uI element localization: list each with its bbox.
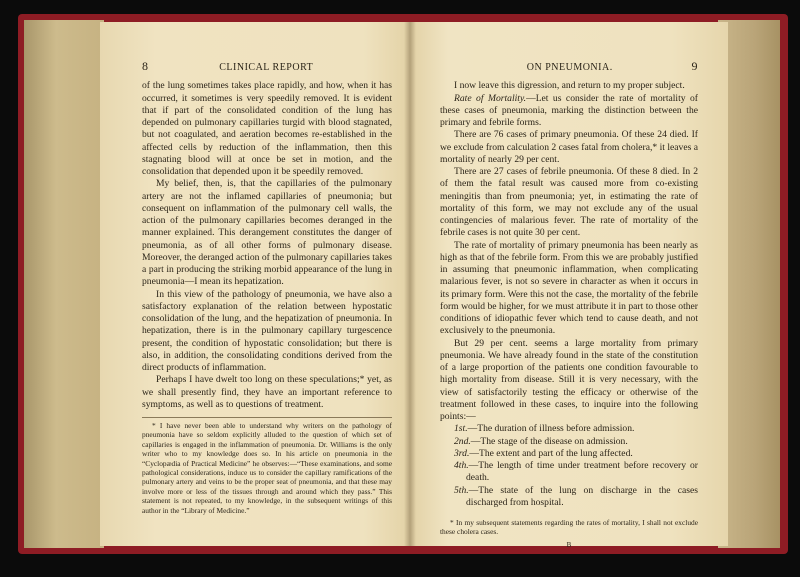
page-number: 9 <box>691 59 698 73</box>
footnote-text: * I have never been able to understand why writers on the pathology of pneumonia have so seldom explicitly alluded to the question of which set of capillaries is engaged in the inflammation of pneumonia. Dr. Williams is the only writer who to my knowledge does so. In his article on pneumonia in the “Cyclopædia of Practical Medicine” he observes:—“These examinations, and some pathological considerations, induce us to consider the capillary ramifications of the pulmonary artery and veins to be the proper seat of pneumonia, and that these may involve more or less of the tissues through and around which they pass.” This statement is not repeated, to my knowledge, in the subsequent writings of this author in the “Library of Medicine.” <box>142 421 392 515</box>
running-head: CLINICAL REPORT <box>219 62 314 73</box>
points-list <box>440 423 698 509</box>
list-item-label: 3rd. <box>454 447 470 459</box>
paragraph: In this view of the pathology of pneumonia, we have also a satisfactory explanation of the relation between hypostatic consolidation of the lung, and the hepatization of pneumonia. In hepatization, there is in the pulmonary capillary turgescence present, the condition of hypostatic consolidation; but there is also, in addition, the consolidating conditions derived from the direct products of inflammation. <box>142 288 392 373</box>
right-page-body <box>440 80 698 423</box>
right-page <box>410 22 728 549</box>
left-page <box>100 22 410 546</box>
list-item <box>440 448 698 460</box>
list-item-label: 1st. <box>454 423 468 435</box>
footnote <box>142 417 392 515</box>
list-item-text: —The length of time under treatment before recovery or death. <box>466 460 698 484</box>
book-gutter <box>404 22 416 546</box>
paragraph <box>440 93 698 130</box>
running-head: ON PNEUMONIA. <box>526 62 613 73</box>
paragraph: There are 76 cases of primary pneumonia. Of these 24 died. If we exclude from calculation 2 cases fatal from cholera,* it leaves a mortality of nearly 29 per cent. <box>440 129 698 165</box>
footnote-text: * In my subsequent statements regarding the rates of mortality, I shall not exclude these cholera cases. <box>440 518 698 537</box>
list-item <box>440 423 698 435</box>
paragraph: But 29 per cent. seems a large mortality from primary pneumonia. We have already found in the state of the constitution of a large proportion of the patients one condition favourable to high mortality from disease. Still it is very necessary, with the view of satisfactorily testing the efficacy or otherwise of the treatment followed in these cases, to inquire into the following points:— <box>440 337 698 422</box>
paragraph: I now leave this digression, and return to my proper subject. <box>454 80 685 92</box>
list-item <box>440 436 698 448</box>
left-page-edges <box>24 20 104 548</box>
list-item-text: —The extent and part of the lung affected. <box>469 447 633 459</box>
list-item-label: 4th. <box>454 460 469 471</box>
signature-mark: B <box>566 540 572 549</box>
paragraph: of the lung sometimes takes place rapidly, and how, when it has occurred, it sometimes is very speedily removed. It is evident that if part of the consolidated condition of the lung has depended on pulmonary capillaries turgid with blood stagnated, but not coagulated, and aeration becomes re-established in the affected cells by reduction of the inflammation, then this stagnating blood will at once be set in motion, and the consolidation that depended upon it be speedily removed. <box>142 80 392 177</box>
list-item <box>440 485 698 510</box>
left-page-body <box>142 80 392 411</box>
paragraph: Perhaps I have dwelt too long on these speculations;* yet, as we shall presently find, they have an important reference to symptoms, as well as to questions of treatment. <box>142 374 392 410</box>
section-title: Rate of Mortality. <box>454 92 527 104</box>
list-item-text: —The state of the lung on discharge in the cases discharged from hospital. <box>466 484 698 508</box>
left-page-header <box>142 60 392 74</box>
list-item-label: 5th. <box>454 484 469 496</box>
list-item <box>440 460 698 485</box>
right-page-header <box>440 60 698 74</box>
page-number: 8 <box>142 59 149 73</box>
paragraph: My belief, then, is, that the capillaries of the pulmonary artery are not the inflamed capillaries of pneumonia; but consequent on inflammation of the pulmonary cell walls, the action of the pulmonary capillaries becomes deranged in the manner explained. This derangement constitutes the danger of pneumonia, as of all other forms of pulmonary disease. Moreover, the deranged action of the pulmonary capillaries takes a part in producing the striking morbid appearance of the lung in pneumonia—I mean its hepatization. <box>142 178 392 288</box>
list-item-label: 2nd. <box>454 435 471 447</box>
paragraph: The rate of mortality of primary pneumonia has been nearly as high as that of the febrile form. From this we are probably justified in assuming that pneumonic inflammation, when complicating malarious fever, is not so severe in character as when it occurs in its primary form. Were this not the case, the mortality of the febrile form would be higher, for we must attribute it in part to those other conditions of idiopathic fever which tend to cause death, and not exclusively to the pneumonia. <box>440 239 698 337</box>
footnote <box>440 515 698 537</box>
paragraph: There are 27 cases of febrile pneumonia. Of these 8 died. In 2 of them the fatal result was caused more from co-existing meningitis than from pneumonia; yet, in estimating the rate of mortality of this form, we may not exclude any of the usual contingencies of malarious fever. The rate of mortality of the febrile cases is not quite 30 per cent. <box>440 166 698 239</box>
section-text: —Let us consider the rate of mortality of these cases of pneumonia, marking the distinction between the primary and febrile forms. <box>440 92 699 128</box>
list-item-text: —The stage of the disease on admission. <box>470 435 628 447</box>
list-item-text: —The duration of illness before admission. <box>467 423 635 435</box>
